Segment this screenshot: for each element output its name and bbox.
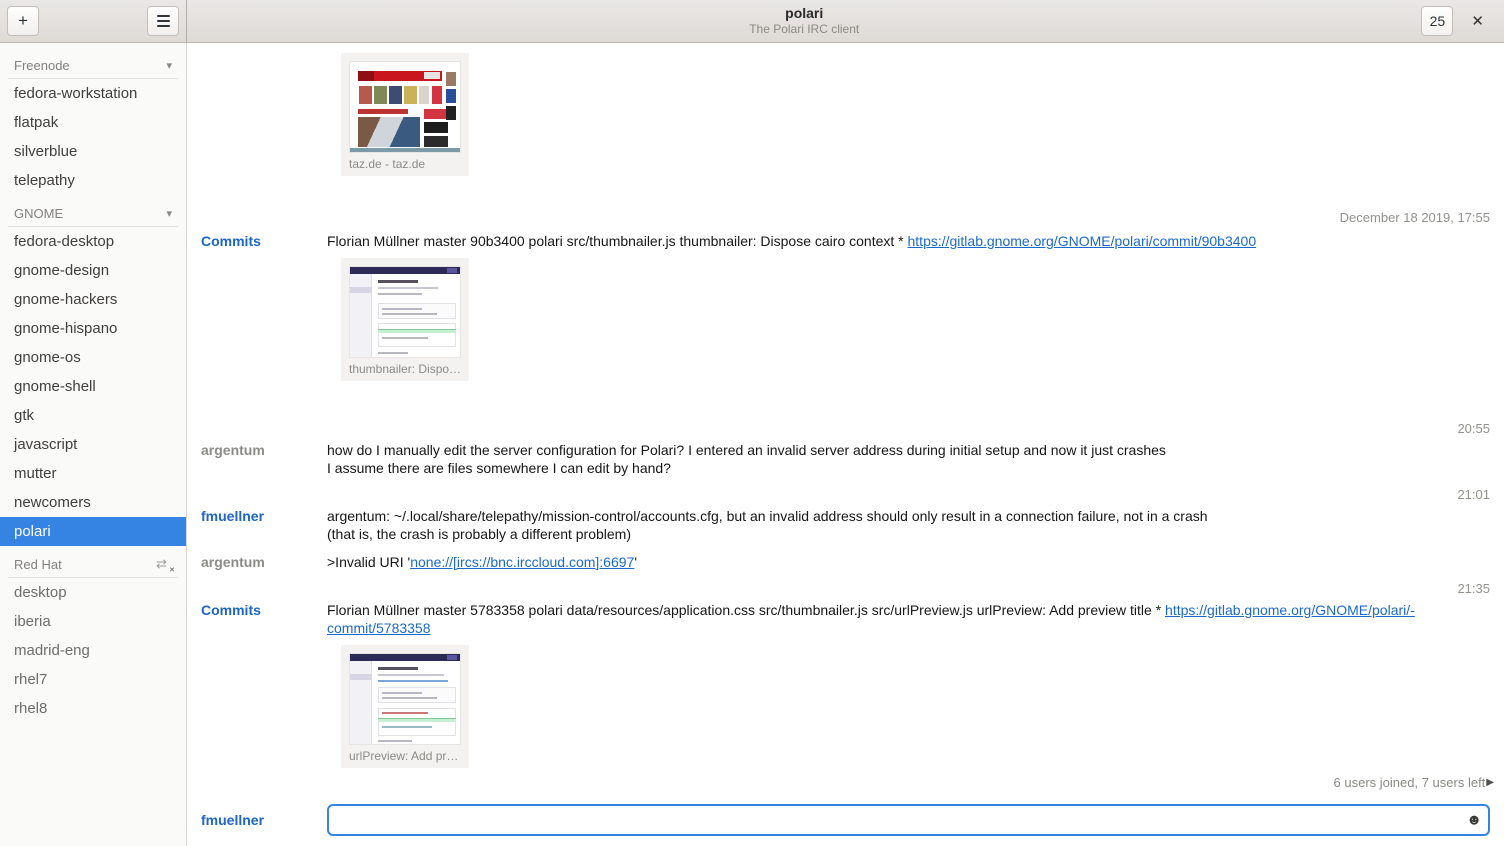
server-name: Red Hat	[14, 556, 62, 572]
sidebar-item-javascript[interactable]: javascript	[14, 436, 78, 453]
message-input[interactable]	[327, 804, 1490, 836]
message-input-row	[187, 794, 1504, 846]
headerbar-left	[0, 0, 187, 42]
message-argentum-2	[201, 553, 1490, 571]
nick-label[interactable]: argentum	[201, 442, 265, 458]
message-argentum-1	[201, 441, 1490, 477]
sidebar-item-gnome-hispano[interactable]: gnome-hispano	[14, 320, 118, 337]
message-commits-2	[201, 601, 1490, 637]
nick-label[interactable]: Commits	[201, 233, 261, 249]
message-body: Florian Müllner master 90b3400 polari src/thumbnailer.js thumbnailer: Dispose cairo context * https://gitlab.gnome.org/GNOME/polari/commit/90b3400	[327, 233, 1257, 249]
sidebar-item-rhel7[interactable]: rhel7	[14, 671, 48, 688]
link-preview-thumbnailer[interactable]	[341, 258, 469, 381]
nick-label[interactable]: argentum	[201, 554, 265, 570]
headerbar-title-area	[187, 0, 1421, 42]
sidebar-item-gnome-hackers[interactable]: gnome-hackers	[14, 291, 118, 308]
sidebar-item-fedora-desktop[interactable]: fedora-desktop	[14, 233, 115, 250]
add-connection-button[interactable]: +	[7, 6, 39, 36]
sidebar-item-fedora-workstation[interactable]: fedora-workstation	[14, 85, 138, 102]
sidebar-item-flatpak[interactable]: flatpak	[14, 114, 59, 131]
sidebar-item-desktop[interactable]: desktop	[14, 584, 67, 601]
chevron-down-icon: ▾	[166, 207, 172, 220]
sidebar-item-gtk[interactable]: gtk	[14, 407, 35, 424]
sidebar-item-iberia[interactable]: iberia	[14, 613, 51, 630]
chevron-down-icon: ▾	[166, 59, 172, 72]
server-group-freenode[interactable]	[0, 51, 186, 79]
nick-label[interactable]: Commits	[201, 602, 261, 618]
commit-link[interactable]: https://gitlab.gnome.org/GNOME/polari/- commit/5783358	[327, 602, 1415, 636]
status-row	[187, 771, 1504, 794]
server-name: Freenode	[14, 57, 70, 73]
sidebar-item-madrid-eng[interactable]: madrid-eng	[14, 642, 90, 659]
hamburger-icon	[157, 15, 170, 27]
chat-pane	[187, 43, 1504, 846]
window-title: polari	[785, 4, 824, 21]
timestamp: 20:55	[1457, 421, 1490, 436]
preview-caption: taz.de - taz.de	[349, 157, 426, 171]
server-group-redhat[interactable]	[0, 550, 186, 578]
own-nick-label: fmuellner	[201, 812, 265, 828]
sidebar-item-silverblue[interactable]: silverblue	[14, 143, 78, 160]
preview-caption: urlPreview: Add pr…	[349, 749, 459, 763]
window-subtitle: The Polari IRC client	[749, 22, 860, 37]
server-group-gnome[interactable]	[0, 199, 186, 227]
nick-label[interactable]: fmuellner	[201, 508, 265, 524]
headerbar	[0, 0, 1504, 43]
timestamp: 21:01	[1457, 487, 1490, 502]
sidebar-item-gnome-design[interactable]: gnome-design	[14, 262, 110, 279]
timestamp: December 18 2019, 17:55	[1339, 210, 1490, 225]
sidebar-item-newcomers[interactable]: newcomers	[14, 494, 91, 511]
sidebar-item-gnome-os[interactable]: gnome-os	[14, 349, 81, 366]
link-preview-taz[interactable]	[341, 53, 469, 176]
message-commits-1	[201, 232, 1490, 250]
emoji-picker-icon[interactable]: ☻	[1466, 811, 1482, 829]
disconnected-icon: ⇄ ✕	[156, 556, 175, 574]
invalid-uri-link[interactable]: none://[ircs://bnc.irccloud.com]:6697	[410, 554, 635, 570]
taz-preview-image	[349, 61, 461, 153]
close-icon[interactable]: ✕	[1467, 10, 1488, 32]
sidebar-item-mutter[interactable]: mutter	[14, 465, 57, 482]
message-body: argentum: ~/.local/share/telepathy/mission-control/accounts.cfg, but an invalid address should only result in a connection failure, not in a crash (that is, the crash is probably a different problem)	[327, 508, 1208, 542]
sidebar-item-telepathy[interactable]: telepathy	[14, 172, 75, 189]
gitlab-preview-image	[349, 653, 461, 745]
message-fmuellner-1	[201, 507, 1490, 543]
server-name: GNOME	[14, 205, 64, 221]
commit-link[interactable]: https://gitlab.gnome.org/GNOME/polari/commit/90b3400	[907, 233, 1257, 249]
message-body: >Invalid URI 'none://[ircs://bnc.irccloud.com]:6697'	[327, 554, 638, 570]
preview-caption: thumbnailer: Dispo…	[349, 362, 461, 376]
link-preview-urlpreview[interactable]	[341, 645, 469, 768]
message-body: how do I manually edit the server configuration for Polari? I entered an invalid server address during initial setup and now it just crashes I assume there are files somewhere I can edit by hand?	[327, 442, 1166, 476]
sidebar-item-gnome-shell[interactable]: gnome-shell	[14, 378, 96, 395]
sidebar-item-rhel8[interactable]: rhel8	[14, 700, 48, 717]
channel-sidebar	[0, 43, 187, 846]
sidebar-item-polari[interactable]: polari	[0, 517, 186, 546]
message-body: Florian Müllner master 5783358 polari data/resources/application.css src/thumbnailer.js src/urlPreview.js urlPreview: Add preview title * https://gitlab.gnome.org/GNOME/polari/- commit/5783358	[327, 602, 1415, 636]
status-text: 6 users joined, 7 users left	[1333, 775, 1486, 790]
headerbar-right	[1421, 0, 1504, 42]
menu-button[interactable]	[147, 6, 179, 36]
gitlab-preview-image	[349, 266, 461, 358]
message-list	[187, 43, 1504, 771]
user-list-button[interactable]: 25	[1421, 6, 1453, 36]
timestamp: 21:35	[1457, 581, 1490, 596]
expander-icon[interactable]: ▶	[1486, 777, 1494, 788]
